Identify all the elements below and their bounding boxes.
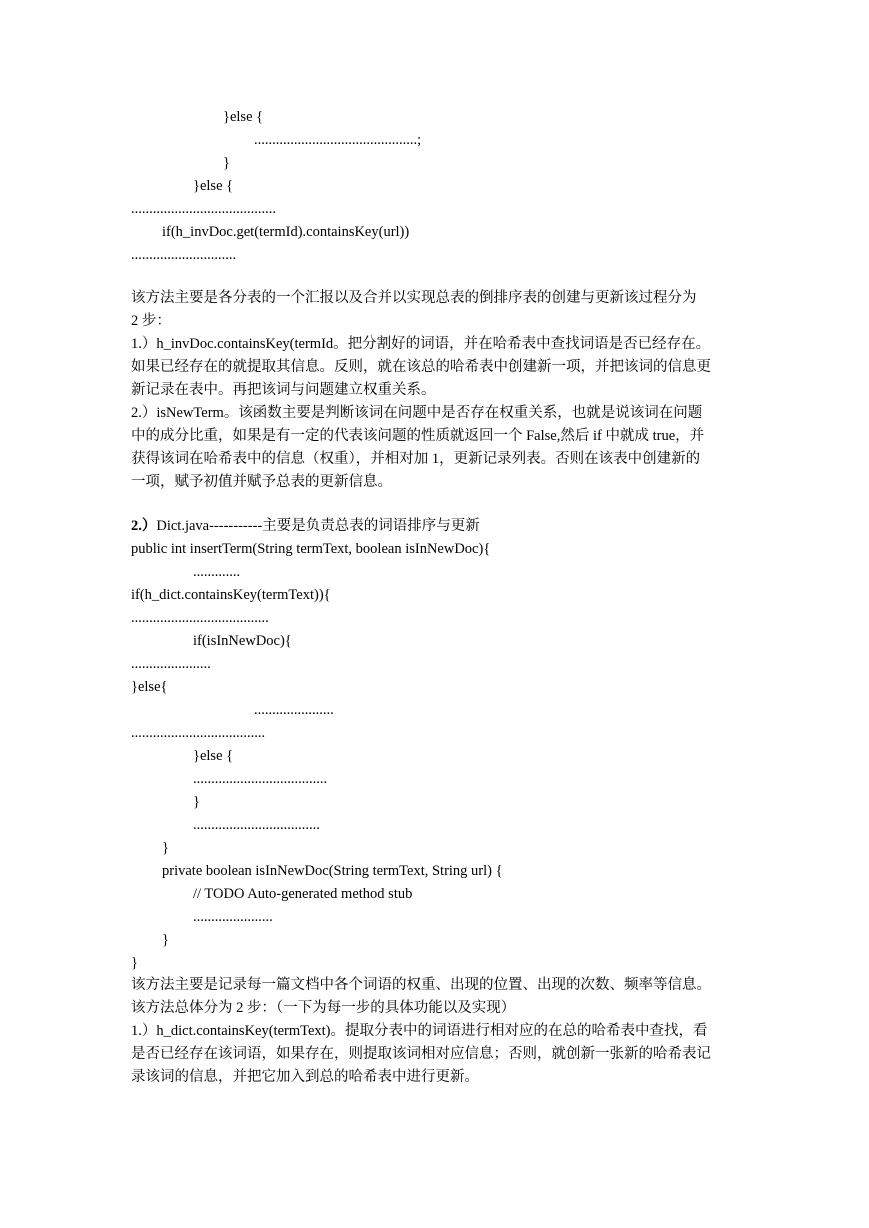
text-line: 该方法总体分为 2 步：（一下为每一步的具体功能以及实现） bbox=[131, 1000, 516, 1016]
code-line: public int insertTerm(String termText, boolean isInNewDoc){ bbox=[131, 541, 491, 557]
text-line: 该方法主要是记录每一篇文档中各个词语的权重、出现的位置、出现的次数、频率等信息。 bbox=[131, 977, 711, 993]
text-line: 新记录在表中。再把该词与问题建立权重关系。 bbox=[131, 382, 436, 398]
section-heading-text: Dict.java-----------主要是负责总表的词语排序与更新 bbox=[156, 518, 480, 534]
code-line: ...................... bbox=[193, 909, 273, 925]
code-line: if(h_invDoc.get(termId).containsKey(url)) bbox=[162, 224, 410, 240]
text-line: 该方法主要是各分表的一个汇报以及合并以实现总表的倒排序表的创建与更新该过程分为 bbox=[131, 290, 697, 306]
text-line: 是否已经存在该词语，如果存在，则提取该词相对应信息；否则，就创新一张新的哈希表记 bbox=[131, 1046, 711, 1062]
code-line: if(h_dict.containsKey(termText)){ bbox=[131, 587, 331, 603]
code-line: } bbox=[162, 932, 169, 948]
text-line: 2 步： bbox=[131, 313, 171, 329]
code-line: } bbox=[131, 955, 138, 971]
code-line: ............................. bbox=[131, 247, 237, 263]
text-line: 1.）h_dict.containsKey(termText)。提取分表中的词语进行相对应的在总的哈希表中查找，看 bbox=[131, 1023, 708, 1039]
text-line: 2.）isNewTerm。该函数主要是判断该词在问题中是否存在权重关系，也就是说该词在问题 bbox=[131, 405, 703, 421]
code-line: } bbox=[193, 794, 200, 810]
code-line: ............. bbox=[193, 564, 241, 580]
code-line: if(isInNewDoc){ bbox=[193, 633, 292, 649]
code-line: .............................................; bbox=[254, 132, 422, 148]
code-line: } bbox=[162, 840, 169, 856]
code-line: }else{ bbox=[131, 679, 168, 695]
code-line: ...................................... bbox=[131, 610, 269, 626]
code-line: }else { bbox=[193, 178, 234, 194]
code-line: ...................... bbox=[131, 656, 211, 672]
section-heading-number: 2.） bbox=[131, 518, 157, 534]
text-line: 中的成分比重，如果是有一定的代表该问题的性质就返回一个 False,然后 if 中就成 true，并 bbox=[131, 428, 705, 444]
code-line: ...................... bbox=[254, 702, 334, 718]
code-line: ..................................... bbox=[131, 725, 266, 741]
code-line: // TODO Auto-generated method stub bbox=[193, 886, 413, 902]
text-line: 录该词的信息，并把它加入到总的哈希表中进行更新。 bbox=[131, 1069, 479, 1085]
section-heading bbox=[131, 515, 480, 537]
text-line: 1.）h_invDoc.containsKey(termId。把分割好的词语，并在哈希表中查找词语是否已经存在。 bbox=[131, 336, 711, 352]
text-line: 如果已经存在的就提取其信息。反则，就在该总的哈希表中创建新一项，并把该词的信息更 bbox=[131, 359, 711, 375]
code-line: }else { bbox=[193, 748, 234, 764]
text-line: 获得该词在哈希表中的信息（权重），并相对加 1，更新记录列表。否则在该表中创建新的 bbox=[131, 451, 701, 467]
code-line: private boolean isInNewDoc(String termText, String url) { bbox=[162, 863, 503, 879]
code-line: } bbox=[223, 155, 230, 171]
code-line: ................................... bbox=[193, 817, 320, 833]
code-line: }else { bbox=[223, 109, 264, 125]
code-line: ........................................ bbox=[131, 201, 276, 217]
text-line: 一项，赋予初值并赋予总表的更新信息。 bbox=[131, 474, 392, 490]
code-line: ..................................... bbox=[193, 771, 328, 787]
